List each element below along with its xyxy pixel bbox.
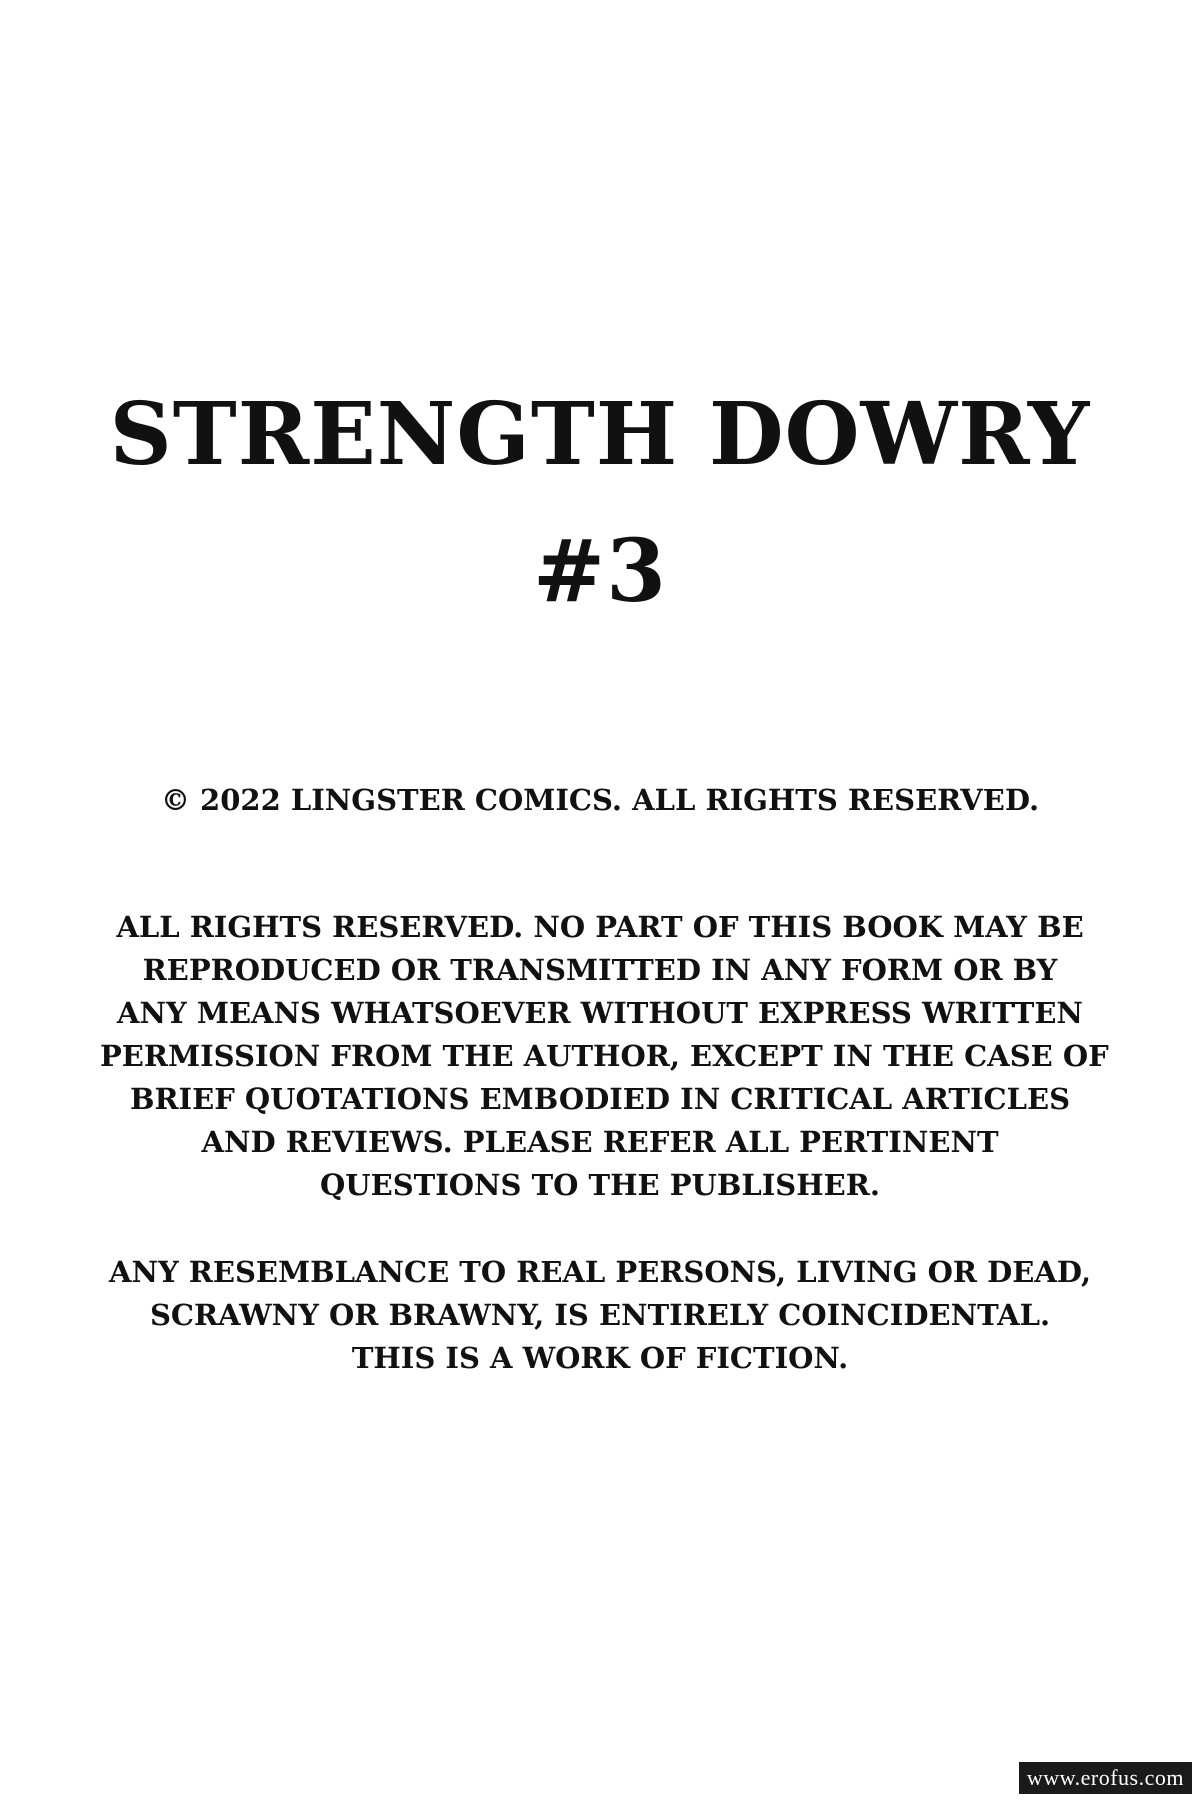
site-watermark: www.erofus.com: [1019, 1762, 1192, 1794]
fiction-notice-line: THIS IS A WORK OF FICTION.: [351, 1341, 849, 1375]
rights-notice-line: ANY MEANS WHATSOEVER WITHOUT EXPRESS WRITTEN: [117, 996, 1083, 1030]
rights-notice-line: PERMISSION FROM THE AUTHOR, EXCEPT IN THE CASE OF: [100, 1039, 1109, 1073]
book-title: STRENGTH DOWRY: [109, 384, 1091, 485]
rights-notice: [100, 906, 1109, 1207]
issue-number: #3: [533, 521, 667, 622]
rights-notice-line: AND REVIEWS. PLEASE REFER ALL PERTINENT: [201, 1125, 999, 1159]
rights-notice-line: BRIEF QUOTATIONS EMBODIED IN CRITICAL ARTICLES: [129, 1082, 1071, 1116]
copyright-line: © 2022 LINGSTER COMICS. ALL RIGHTS RESERVED.: [160, 783, 1040, 817]
rights-notice-line: QUESTIONS TO THE PUBLISHER.: [320, 1168, 880, 1202]
fiction-notice-line: SCRAWNY OR BRAWNY, IS ENTIRELY COINCIDENTAL.: [149, 1298, 1051, 1332]
fiction-notice: [100, 1251, 1100, 1380]
rights-notice-line: REPRODUCED OR TRANSMITTED IN ANY FORM OR BY: [142, 953, 1058, 987]
rights-notice-line: ALL RIGHTS RESERVED. NO PART OF THIS BOOK MAY BE: [116, 910, 1084, 944]
fiction-notice-line: ANY RESEMBLANCE TO REAL PERSONS, LIVING OR DEAD,: [108, 1255, 1092, 1289]
